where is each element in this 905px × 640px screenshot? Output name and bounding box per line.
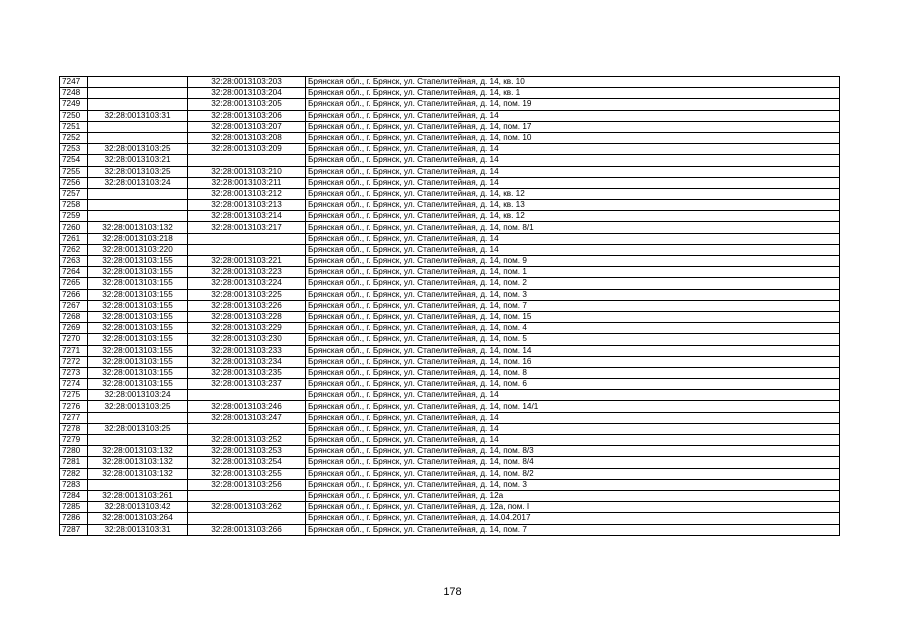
row-number-cell: 7257 [60, 188, 88, 199]
cadastral-number-cell [188, 155, 306, 166]
table-row [60, 155, 840, 166]
cadastral-parent-cell: 32:28:0013103:155 [88, 289, 188, 300]
cadastral-number-cell: 32:28:0013103:229 [188, 323, 306, 334]
row-number-cell: 7251 [60, 121, 88, 132]
cadastral-number-cell: 32:28:0013103:210 [188, 166, 306, 177]
cadastral-parent-cell: 32:28:0013103:155 [88, 323, 188, 334]
cadastral-number-cell: 32:28:0013103:211 [188, 177, 306, 188]
row-number-cell: 7281 [60, 457, 88, 468]
cadastral-number-cell: 32:28:0013103:235 [188, 367, 306, 378]
table-row [60, 233, 840, 244]
cadastral-number-cell: 32:28:0013103:213 [188, 200, 306, 211]
cadastral-parent-cell: 32:28:0013103:220 [88, 244, 188, 255]
address-cell: Брянская обл., г. Брянск, ул. Стапелитейная, д. 14, кв. 12 [306, 188, 840, 199]
address-cell: Брянская обл., г. Брянск, ул. Стапелитейная, д. 14, пом. 16 [306, 356, 840, 367]
row-number-cell: 7253 [60, 144, 88, 155]
address-cell: Брянская обл., г. Брянск, ул. Стапелитейная, д. 14, пом. 15 [306, 311, 840, 322]
row-number-cell: 7286 [60, 513, 88, 524]
cadastral-number-cell [188, 490, 306, 501]
address-cell: Брянская обл., г. Брянск, ул. Стапелитейная, д. 14, пом. 4 [306, 323, 840, 334]
address-cell: Брянская обл., г. Брянск, ул. Стапелитейная, д. 14, пом. 3 [306, 479, 840, 490]
cadastral-number-cell: 32:28:0013103:208 [188, 132, 306, 143]
table-row [60, 435, 840, 446]
cadastral-number-cell: 32:28:0013103:247 [188, 412, 306, 423]
row-number-cell: 7282 [60, 468, 88, 479]
table-row [60, 99, 840, 110]
row-number-cell: 7252 [60, 132, 88, 143]
cadastral-parent-cell: 32:28:0013103:155 [88, 300, 188, 311]
cadastral-number-cell [188, 244, 306, 255]
address-cell: Брянская обл., г. Брянск, ул. Стапелитейная, д. 14, пом. 5 [306, 334, 840, 345]
cadastral-parent-cell: 32:28:0013103:132 [88, 222, 188, 233]
table-row [60, 379, 840, 390]
row-number-cell: 7287 [60, 524, 88, 535]
row-number-cell: 7270 [60, 334, 88, 345]
table-row [60, 490, 840, 501]
cadastral-parent-cell [88, 188, 188, 199]
table-row [60, 412, 840, 423]
cadastral-parent-cell: 32:28:0013103:155 [88, 267, 188, 278]
address-cell: Брянская обл., г. Брянск, ул. Стапелитейная, д. 14, пом. 19 [306, 99, 840, 110]
cadastral-parent-cell: 32:28:0013103:155 [88, 345, 188, 356]
cadastral-number-cell [188, 513, 306, 524]
table-row [60, 200, 840, 211]
address-cell: Брянская обл., г. Брянск, ул. Стапелитейная, д. 14 [306, 390, 840, 401]
table-row [60, 468, 840, 479]
row-number-cell: 7283 [60, 479, 88, 490]
address-cell: Брянская обл., г. Брянск, ул. Стапелитейная, д. 14, пом. 8/2 [306, 468, 840, 479]
cadastral-parent-cell: 32:28:0013103:261 [88, 490, 188, 501]
row-number-cell: 7259 [60, 211, 88, 222]
row-number-cell: 7267 [60, 300, 88, 311]
table-row [60, 502, 840, 513]
cadastral-parent-cell: 32:28:0013103:21 [88, 155, 188, 166]
address-cell: Брянская обл., г. Брянск, ул. Стапелитейная, д. 14 [306, 155, 840, 166]
address-cell: Брянская обл., г. Брянск, ул. Стапелитейная, д. 14 [306, 412, 840, 423]
row-number-cell: 7256 [60, 177, 88, 188]
cadastral-number-cell [188, 390, 306, 401]
cadastral-parent-cell [88, 99, 188, 110]
address-cell: Брянская обл., г. Брянск, ул. Стапелитейная, д. 14, пом. 8/3 [306, 446, 840, 457]
cadastral-number-cell: 32:28:0013103:255 [188, 468, 306, 479]
cadastral-number-cell: 32:28:0013103:256 [188, 479, 306, 490]
cadastral-parent-cell [88, 132, 188, 143]
cadastral-parent-cell [88, 211, 188, 222]
address-cell: Брянская обл., г. Брянск, ул. Стапелитейная, д. 12а [306, 490, 840, 501]
row-number-cell: 7248 [60, 88, 88, 99]
cadastral-parent-cell: 32:28:0013103:155 [88, 356, 188, 367]
cadastral-parent-cell: 32:28:0013103:264 [88, 513, 188, 524]
address-cell: Брянская обл., г. Брянск, ул. Стапелитейная, д. 14, пом. 9 [306, 256, 840, 267]
cadastral-number-cell: 32:28:0013103:230 [188, 334, 306, 345]
cadastral-number-cell: 32:28:0013103:209 [188, 144, 306, 155]
table-row [60, 121, 840, 132]
row-number-cell: 7275 [60, 390, 88, 401]
cadastral-number-cell: 32:28:0013103:246 [188, 401, 306, 412]
address-cell: Брянская обл., г. Брянск, ул. Стапелитейная, д. 14 [306, 177, 840, 188]
row-number-cell: 7278 [60, 423, 88, 434]
cadastral-number-cell: 32:28:0013103:228 [188, 311, 306, 322]
row-number-cell: 7280 [60, 446, 88, 457]
cadastral-parent-cell [88, 479, 188, 490]
cadastral-parent-cell [88, 435, 188, 446]
cadastral-number-cell: 32:28:0013103:237 [188, 379, 306, 390]
registry-table [59, 76, 840, 536]
table-row [60, 423, 840, 434]
row-number-cell: 7276 [60, 401, 88, 412]
table-row [60, 88, 840, 99]
table-row [60, 132, 840, 143]
cadastral-parent-cell: 32:28:0013103:31 [88, 524, 188, 535]
cadastral-number-cell: 32:28:0013103:206 [188, 110, 306, 121]
table-row [60, 166, 840, 177]
address-cell: Брянская обл., г. Брянск, ул. Стапелитейная, д. 14 [306, 244, 840, 255]
address-cell: Брянская обл., г. Брянск, ул. Стапелитейная, д. 14, пом. 7 [306, 300, 840, 311]
cadastral-number-cell: 32:28:0013103:204 [188, 88, 306, 99]
cadastral-parent-cell: 32:28:0013103:155 [88, 278, 188, 289]
table-row [60, 222, 840, 233]
cadastral-parent-cell [88, 412, 188, 423]
table-row [60, 144, 840, 155]
address-cell: Брянская обл., г. Брянск, ул. Стапелитейная, д. 12а, пом. I [306, 502, 840, 513]
row-number-cell: 7263 [60, 256, 88, 267]
cadastral-parent-cell: 32:28:0013103:24 [88, 177, 188, 188]
cadastral-parent-cell: 32:28:0013103:155 [88, 256, 188, 267]
address-cell: Брянская обл., г. Брянск, ул. Стапелитейная, д. 14, пом. 8/1 [306, 222, 840, 233]
table-row [60, 457, 840, 468]
row-number-cell: 7269 [60, 323, 88, 334]
row-number-cell: 7260 [60, 222, 88, 233]
address-cell: Брянская обл., г. Брянск, ул. Стапелитейная, д. 14, пом. 14/1 [306, 401, 840, 412]
table-row [60, 256, 840, 267]
cadastral-number-cell: 32:28:0013103:221 [188, 256, 306, 267]
cadastral-parent-cell: 32:28:0013103:132 [88, 446, 188, 457]
cadastral-number-cell: 32:28:0013103:226 [188, 300, 306, 311]
address-cell: Брянская обл., г. Брянск, ул. Стапелитейная, д. 14, кв. 12 [306, 211, 840, 222]
table-row [60, 345, 840, 356]
row-number-cell: 7285 [60, 502, 88, 513]
address-cell: Брянская обл., г. Брянск, ул. Стапелитейная, д. 14, пом. 6 [306, 379, 840, 390]
table-row [60, 524, 840, 535]
table-row [60, 267, 840, 278]
cadastral-number-cell: 32:28:0013103:234 [188, 356, 306, 367]
address-cell: Брянская обл., г. Брянск, ул. Стапелитейная, д. 14 [306, 233, 840, 244]
address-cell: Брянская обл., г. Брянск, ул. Стапелитейная, д. 14, кв. 10 [306, 77, 840, 88]
cadastral-parent-cell: 32:28:0013103:155 [88, 311, 188, 322]
row-number-cell: 7277 [60, 412, 88, 423]
row-number-cell: 7266 [60, 289, 88, 300]
address-cell: Брянская обл., г. Брянск, ул. Стапелитейная, д. 14, кв. 13 [306, 200, 840, 211]
cadastral-number-cell: 32:28:0013103:224 [188, 278, 306, 289]
table-row [60, 367, 840, 378]
row-number-cell: 7268 [60, 311, 88, 322]
table-row [60, 110, 840, 121]
cadastral-parent-cell: 32:28:0013103:25 [88, 144, 188, 155]
table-row [60, 211, 840, 222]
row-number-cell: 7274 [60, 379, 88, 390]
cadastral-parent-cell: 32:28:0013103:42 [88, 502, 188, 513]
cadastral-number-cell: 32:28:0013103:203 [188, 77, 306, 88]
cadastral-number-cell: 32:28:0013103:225 [188, 289, 306, 300]
address-cell: Брянская обл., г. Брянск, ул. Стапелитейная, д. 14, пом. 8 [306, 367, 840, 378]
row-number-cell: 7249 [60, 99, 88, 110]
row-number-cell: 7250 [60, 110, 88, 121]
cadastral-number-cell: 32:28:0013103:212 [188, 188, 306, 199]
table-row [60, 300, 840, 311]
address-cell: Брянская обл., г. Брянск, ул. Стапелитейная, д. 14, пом. 1 [306, 267, 840, 278]
address-cell: Брянская обл., г. Брянск, ул. Стапелитейная, д. 14, пом. 14 [306, 345, 840, 356]
cadastral-parent-cell: 32:28:0013103:25 [88, 166, 188, 177]
cadastral-parent-cell [88, 88, 188, 99]
row-number-cell: 7273 [60, 367, 88, 378]
address-cell: Брянская обл., г. Брянск, ул. Стапелитейная, д. 14 [306, 435, 840, 446]
row-number-cell: 7247 [60, 77, 88, 88]
cadastral-parent-cell: 32:28:0013103:132 [88, 457, 188, 468]
row-number-cell: 7261 [60, 233, 88, 244]
row-number-cell: 7255 [60, 166, 88, 177]
row-number-cell: 7264 [60, 267, 88, 278]
address-cell: Брянская обл., г. Брянск, ул. Стапелитейная, д. 14, пом. 10 [306, 132, 840, 143]
cadastral-number-cell: 32:28:0013103:266 [188, 524, 306, 535]
address-cell: Брянская обл., г. Брянск, ул. Стапелитейная, д. 14, кв. 1 [306, 88, 840, 99]
table-row [60, 390, 840, 401]
table-row [60, 244, 840, 255]
cadastral-parent-cell: 32:28:0013103:155 [88, 379, 188, 390]
row-number-cell: 7262 [60, 244, 88, 255]
table-row [60, 188, 840, 199]
cadastral-number-cell: 32:28:0013103:217 [188, 222, 306, 233]
row-number-cell: 7272 [60, 356, 88, 367]
row-number-cell: 7258 [60, 200, 88, 211]
cadastral-parent-cell: 32:28:0013103:218 [88, 233, 188, 244]
cadastral-number-cell [188, 423, 306, 434]
address-cell: Брянская обл., г. Брянск, ул. Стапелитейная, д. 14.04.2017 [306, 513, 840, 524]
cadastral-parent-cell: 32:28:0013103:31 [88, 110, 188, 121]
table-row [60, 446, 840, 457]
cadastral-parent-cell: 32:28:0013103:155 [88, 367, 188, 378]
row-number-cell: 7284 [60, 490, 88, 501]
cadastral-number-cell: 32:28:0013103:223 [188, 267, 306, 278]
table-row [60, 479, 840, 490]
table-row [60, 334, 840, 345]
table-row [60, 278, 840, 289]
address-cell: Брянская обл., г. Брянск, ул. Стапелитейная, д. 14, пом. 17 [306, 121, 840, 132]
address-cell: Брянская обл., г. Брянск, ул. Стапелитейная, д. 14, пом. 7 [306, 524, 840, 535]
cadastral-number-cell: 32:28:0013103:252 [188, 435, 306, 446]
table-row [60, 311, 840, 322]
cadastral-parent-cell [88, 77, 188, 88]
address-cell: Брянская обл., г. Брянск, ул. Стапелитейная, д. 14 [306, 423, 840, 434]
address-cell: Брянская обл., г. Брянск, ул. Стапелитейная, д. 14, пом. 2 [306, 278, 840, 289]
cadastral-parent-cell: 32:28:0013103:25 [88, 423, 188, 434]
table-row [60, 77, 840, 88]
row-number-cell: 7265 [60, 278, 88, 289]
cadastral-parent-cell: 32:28:0013103:25 [88, 401, 188, 412]
cadastral-parent-cell: 32:28:0013103:132 [88, 468, 188, 479]
cadastral-parent-cell [88, 200, 188, 211]
cadastral-number-cell: 32:28:0013103:253 [188, 446, 306, 457]
row-number-cell: 7254 [60, 155, 88, 166]
row-number-cell: 7279 [60, 435, 88, 446]
table-row [60, 356, 840, 367]
address-cell: Брянская обл., г. Брянск, ул. Стапелитейная, д. 14, пом. 3 [306, 289, 840, 300]
row-number-cell: 7271 [60, 345, 88, 356]
table-row [60, 513, 840, 524]
cadastral-parent-cell: 32:28:0013103:24 [88, 390, 188, 401]
address-cell: Брянская обл., г. Брянск, ул. Стапелитейная, д. 14 [306, 166, 840, 177]
page-number: 178 [443, 586, 462, 598]
address-cell: Брянская обл., г. Брянск, ул. Стапелитейная, д. 14, пом. 8/4 [306, 457, 840, 468]
cadastral-number-cell: 32:28:0013103:233 [188, 345, 306, 356]
address-cell: Брянская обл., г. Брянск, ул. Стапелитейная, д. 14 [306, 144, 840, 155]
cadastral-parent-cell [88, 121, 188, 132]
cadastral-number-cell: 32:28:0013103:254 [188, 457, 306, 468]
table-row [60, 401, 840, 412]
cadastral-number-cell [188, 233, 306, 244]
table-row [60, 289, 840, 300]
registry-table-body [60, 77, 840, 536]
address-cell: Брянская обл., г. Брянск, ул. Стапелитейная, д. 14 [306, 110, 840, 121]
table-row [60, 177, 840, 188]
table-row [60, 323, 840, 334]
cadastral-number-cell: 32:28:0013103:214 [188, 211, 306, 222]
cadastral-parent-cell: 32:28:0013103:155 [88, 334, 188, 345]
cadastral-number-cell: 32:28:0013103:262 [188, 502, 306, 513]
cadastral-number-cell: 32:28:0013103:205 [188, 99, 306, 110]
cadastral-number-cell: 32:28:0013103:207 [188, 121, 306, 132]
